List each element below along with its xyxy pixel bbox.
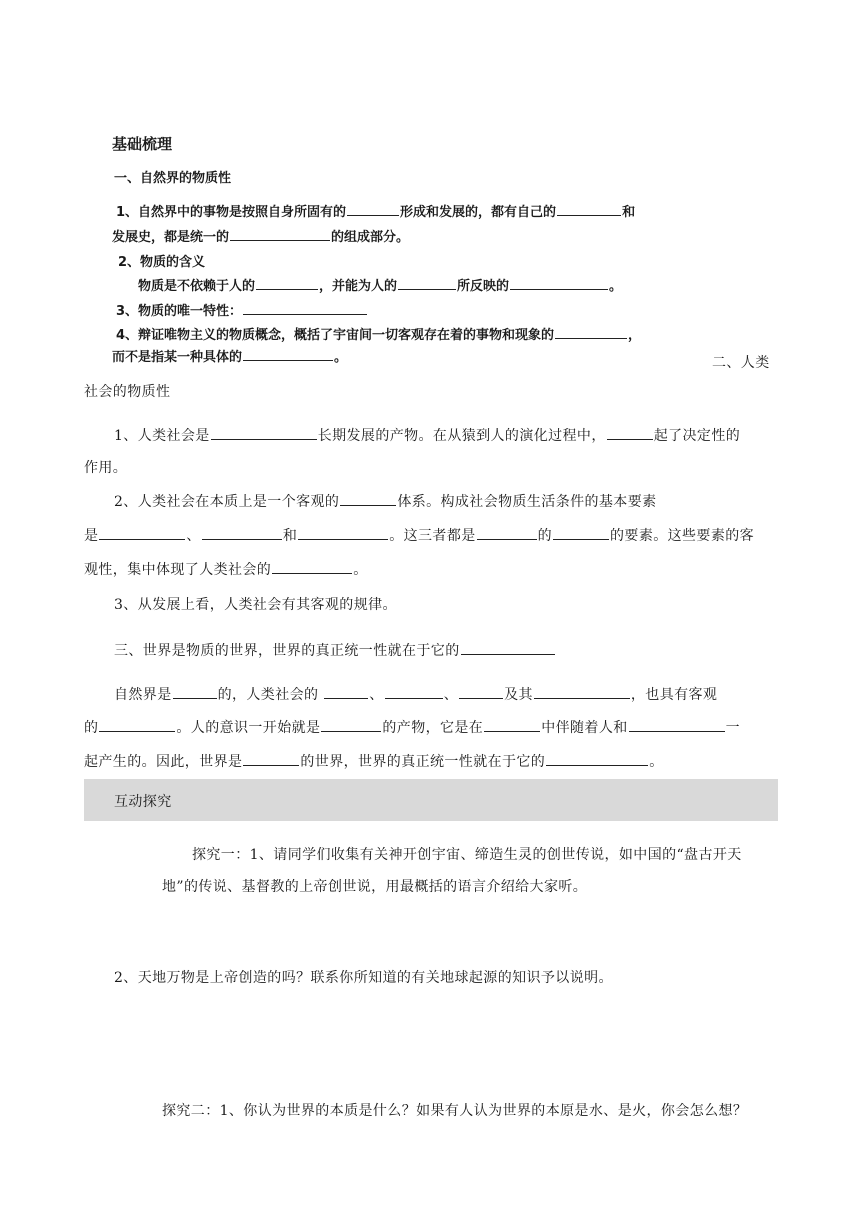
blank[interactable] <box>298 525 388 540</box>
s3-para-line-2: 的 。人的意识一开始就是 的产物，它是在 中伴随着人和 一 <box>84 717 740 737</box>
blank[interactable] <box>461 640 555 655</box>
blank[interactable] <box>243 346 333 361</box>
blank[interactable] <box>243 751 299 766</box>
section-1-title: 一、自然界的物质性 <box>114 171 232 186</box>
s2-para-2-line-3: 观性，集中体现了人类社会的 。 <box>84 559 368 579</box>
section-heading: 基础梳理 <box>112 135 173 153</box>
section-2-title-end: 社会的物质性 <box>84 384 171 400</box>
blank[interactable] <box>256 275 318 290</box>
blank[interactable] <box>553 525 609 540</box>
s3-para-line-3: 起产生的。因此，世界是 的世界，世界的真正统一性就在于它的 。 <box>84 751 664 771</box>
blank[interactable] <box>272 559 352 574</box>
blank[interactable] <box>555 324 627 339</box>
blank[interactable] <box>398 275 456 290</box>
s1-line-5: 3、物质的唯一特性： <box>116 300 368 319</box>
blank[interactable] <box>347 201 399 216</box>
s2-para-1-end: 作用。 <box>84 460 128 476</box>
explore-3: 探究二：1、你认为世界的本质是什么？如果有人认为世界的本原是水、是火，你会怎么想？ <box>162 1103 748 1119</box>
s2-para-1: 1、人类社会是 长期发展的产物。在从猿到人的演化过程中， 起了决定性的 <box>114 425 740 445</box>
blank[interactable] <box>243 300 367 315</box>
blank[interactable] <box>534 684 630 699</box>
blank[interactable] <box>99 717 175 732</box>
blank[interactable] <box>324 684 368 699</box>
s2-para-3: 3、从发展上看，人类社会有其客观的规律。 <box>114 597 397 613</box>
blank[interactable] <box>484 717 540 732</box>
blank[interactable] <box>557 201 621 216</box>
blank[interactable] <box>340 491 396 506</box>
blank[interactable] <box>607 425 653 440</box>
blank[interactable] <box>321 717 381 732</box>
s1-line-3: 2、物质的含义 <box>118 255 206 270</box>
blank[interactable] <box>477 525 537 540</box>
section-2-title-start: 二、人类 <box>712 355 770 371</box>
blank[interactable] <box>629 717 725 732</box>
s2-para-2-line-2: 是 、 和 。这三者都是 的 的要素。这些要素的客 <box>84 525 754 545</box>
explore-1-line-2: 地”的传说、基督教的上帝创世说，用最概括的语言介绍给大家听。 <box>162 879 588 895</box>
s1-line-1: 1、自然界中的事物是按照自身所固有的 形成和发展的，都有自己的 和 <box>116 201 635 220</box>
blank[interactable] <box>230 226 330 241</box>
s1-line-7: 而不是指某一种具体的 。 <box>112 346 347 365</box>
s2-para-2: 2、人类社会在本质上是一个客观的 体系。构成社会物质生活条件的基本要素 <box>114 491 657 511</box>
blank[interactable] <box>459 684 503 699</box>
s1-line-6: 4、辩证唯物主义的物质概念，概括了宇宙间一切客观存在着的事物和现象的 ， <box>116 324 641 343</box>
interactive-explore-banner <box>84 779 778 821</box>
blank[interactable] <box>99 525 185 540</box>
banner-title: 互动探究 <box>114 794 172 810</box>
section-3-title: 三、世界是物质的世界，世界的真正统一性就在于它的 <box>114 640 556 660</box>
blank[interactable] <box>546 751 648 766</box>
blank[interactable] <box>173 684 217 699</box>
explore-2: 2、天地万物是上帝创造的吗？联系你所知道的有关地球起源的知识予以说明。 <box>114 970 613 986</box>
s3-para-line-1: 自然界是 的，人类社会的 、 、 及其 ，也具有客观 <box>114 684 717 704</box>
s1-line-4: 物质是不依赖于人的 ，并能为人的 所反映的 。 <box>138 275 622 294</box>
explore-1-line-1: 探究一：1、请同学们收集有关神开创宇宙、缔造生灵的创世传说，如中国的“盘古开天 <box>192 847 742 863</box>
blank[interactable] <box>202 525 282 540</box>
blank[interactable] <box>211 425 317 440</box>
blank[interactable] <box>510 275 608 290</box>
blank[interactable] <box>385 684 443 699</box>
s1-line-2: 发展史，都是统一的 的组成部分。 <box>112 226 409 245</box>
